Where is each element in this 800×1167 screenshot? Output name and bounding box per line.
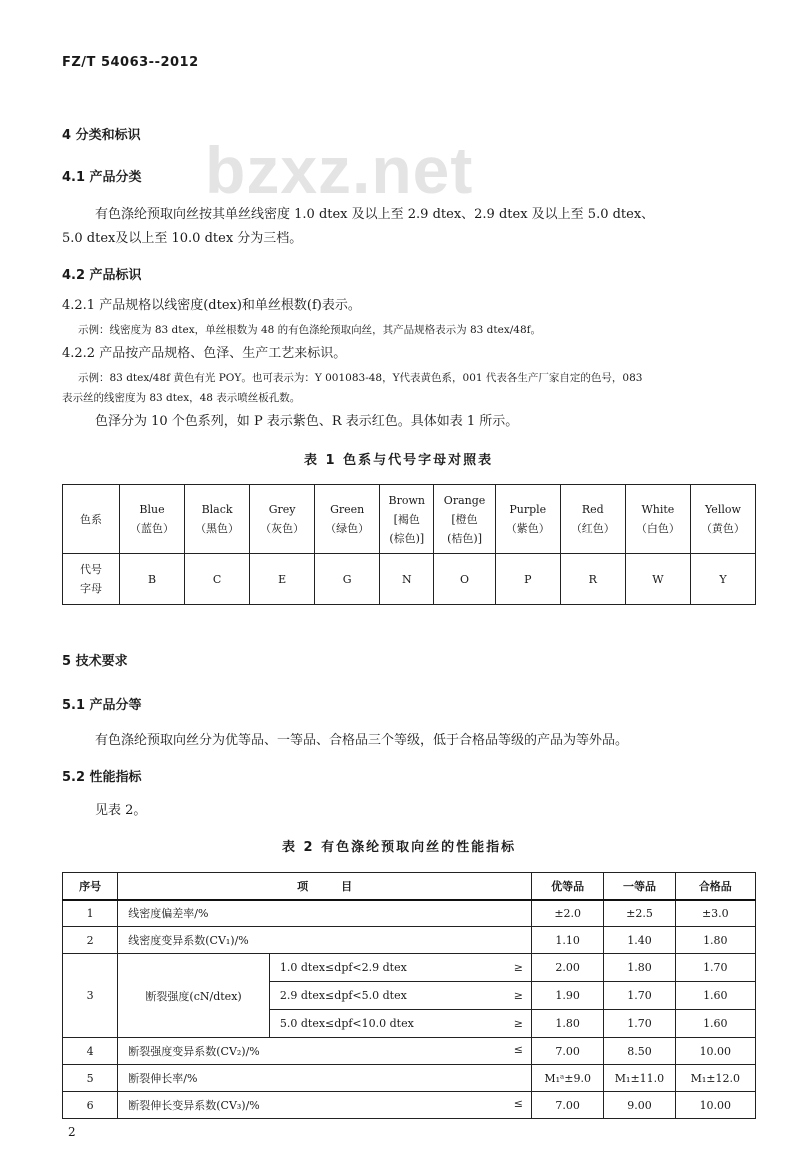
- row-first: ±2.5: [604, 900, 675, 927]
- color-column-yellow: [690, 485, 755, 554]
- comparison-sign: ≥: [513, 961, 524, 974]
- section-4-2-title: 4.2 产品标识: [62, 268, 142, 283]
- code-letter: C: [185, 554, 250, 605]
- color-column-green: [315, 485, 380, 554]
- color-en: Yellow: [705, 503, 741, 516]
- col-header-item: 项 目: [118, 873, 532, 900]
- color-cn: （紫色）: [505, 522, 550, 535]
- row-premium: 1.10: [532, 927, 604, 954]
- range-text: 1.0 dtex≤dpf<2.9 dtex: [279, 961, 407, 974]
- table-1-caption: 表 1 色系与代号字母对照表: [304, 453, 494, 468]
- row-item: 线密度偏差率/%: [118, 900, 532, 927]
- color-cn: （红色）: [570, 522, 615, 535]
- row-subrange: [269, 1010, 531, 1038]
- table-row: [63, 927, 756, 954]
- col-header-premium: 优等品: [532, 873, 604, 900]
- section-4-1-body-line1: 有色涤纶预取向丝按其单丝线密度 1.0 dtex 及以上至 2.9 dtex、2.9 dtex 及以上至 5.0 dtex、: [95, 207, 655, 222]
- row-qualified: M₁±12.0: [675, 1065, 755, 1092]
- section-4-1-title: 4.1 产品分类: [62, 170, 142, 185]
- col-header-qualified: 合格品: [675, 873, 755, 900]
- row-first: 8.50: [604, 1038, 675, 1065]
- row-first: 1.80: [604, 954, 675, 982]
- color-column-grey: [250, 485, 315, 554]
- row-premium: ±2.0: [532, 900, 604, 927]
- row-item: 断裂强度(cN/dtex): [118, 954, 270, 1038]
- row-no: 6: [63, 1092, 118, 1119]
- item-text: 断裂强度变异系数(CV₂)/%: [128, 1045, 260, 1058]
- row-item: [118, 1038, 532, 1065]
- row-qualified: 1.60: [675, 1010, 755, 1038]
- section-5-1-body: 有色涤纶预取向丝分为优等品、一等品、合格品三个等级，低于合格品等级的产品为等外品。: [95, 733, 629, 748]
- row-qualified: ±3.0: [675, 900, 755, 927]
- comparison-sign: ≤: [513, 1097, 524, 1110]
- row-qualified: 1.80: [675, 927, 755, 954]
- table-row: [63, 954, 756, 982]
- table-row: [63, 1065, 756, 1092]
- color-en: Purple: [509, 503, 547, 516]
- color-en: Orange: [443, 493, 486, 507]
- row-item: [118, 1092, 532, 1119]
- table-1-row-label-color: 色系: [63, 485, 120, 554]
- row-qualified: 1.60: [675, 982, 755, 1010]
- col-header-no: 序号: [63, 873, 118, 900]
- row-no: 1: [63, 900, 118, 927]
- color-column-red: [560, 485, 625, 554]
- table-2-caption: 表 2 有色涤纶预取向丝的性能指标: [282, 840, 517, 855]
- color-column-orange: [434, 485, 495, 554]
- row-first: 1.70: [604, 982, 675, 1010]
- code-letter: W: [625, 554, 690, 605]
- color-en: Black: [201, 503, 233, 516]
- color-cn: [橙色: [451, 512, 478, 526]
- standard-number-header: FZ/T 54063--2012: [62, 55, 199, 70]
- color-column-black: [185, 485, 250, 554]
- section-4-2-2-example-line1: 示例：83 dtex/48f 黄色有光 POY。也可表示为：Y 001083-48，Y代表黄色系，001 代表各生产厂家自定的色号，083: [78, 372, 643, 384]
- section-4-2-2-example-line2: 表示丝的线密度为 83 dtex，48 表示喷丝板孔数。: [62, 392, 301, 404]
- code-letter: N: [380, 554, 434, 605]
- color-cn: （蓝色）: [130, 522, 175, 535]
- section-5-1-title: 5.1 产品分等: [62, 698, 142, 713]
- color-cn: （灰色）: [260, 522, 305, 535]
- row-qualified: 10.00: [675, 1038, 755, 1065]
- row-premium: 1.80: [532, 1010, 604, 1038]
- row-premium: 2.00: [532, 954, 604, 982]
- section-4-1-body-line2: 5.0 dtex及以上至 10.0 dtex 分为三档。: [62, 231, 303, 246]
- row-qualified: 1.70: [675, 954, 755, 982]
- row-item: 断裂伸长率/%: [118, 1065, 532, 1092]
- range-text: 2.9 dtex≤dpf<5.0 dtex: [279, 989, 407, 1002]
- row-no: 5: [63, 1065, 118, 1092]
- section-5-2-body: 见表 2。: [95, 803, 147, 818]
- section-4-title: 4 分类和标识: [62, 128, 141, 143]
- code-letter: P: [495, 554, 560, 605]
- comparison-sign: ≥: [513, 989, 524, 1002]
- row-first: 9.00: [604, 1092, 675, 1119]
- row-subrange: [269, 982, 531, 1010]
- row-first: 1.70: [604, 1010, 675, 1038]
- code-letter: Y: [690, 554, 755, 605]
- page-number: 2: [68, 1125, 76, 1139]
- col-header-first: 一等品: [604, 873, 675, 900]
- color-cn: [褐色: [393, 512, 420, 526]
- row-premium: M₁ᵃ±9.0: [532, 1065, 604, 1092]
- code-label-line2: 字母: [80, 582, 102, 595]
- row-premium: 7.00: [532, 1092, 604, 1119]
- row-item: 线密度变异系数(CV₁)/%: [118, 927, 532, 954]
- table-row: [63, 1038, 756, 1065]
- performance-table: [62, 872, 756, 1119]
- section-5-title: 5 技术要求: [62, 654, 128, 669]
- range-text: 5.0 dtex≤dpf<10.0 dtex: [279, 1017, 414, 1030]
- color-cn-alt: (棕色)]: [389, 531, 425, 545]
- table-1-row-label-code: [63, 554, 120, 605]
- section-5-2-title: 5.2 性能指标: [62, 770, 142, 785]
- row-no: 2: [63, 927, 118, 954]
- row-premium: 7.00: [532, 1038, 604, 1065]
- row-first: 1.40: [604, 927, 675, 954]
- color-column-white: [625, 485, 690, 554]
- section-4-2-1-text: 4.2.1 产品规格以线密度(dtex)和单丝根数(f)表示。: [62, 298, 361, 313]
- row-subrange: [269, 954, 531, 982]
- color-column-brown: [380, 485, 434, 554]
- color-cn: （黄色）: [700, 522, 745, 535]
- color-en: Grey: [268, 503, 296, 516]
- row-first: M₁±11.0: [604, 1065, 675, 1092]
- code-label-line1: 代号: [80, 563, 102, 576]
- comparison-sign: ≥: [513, 1017, 524, 1030]
- code-letter: G: [315, 554, 380, 605]
- color-column-purple: [495, 485, 560, 554]
- color-cn: （绿色）: [325, 522, 370, 535]
- row-premium: 1.90: [532, 982, 604, 1010]
- row-no: 4: [63, 1038, 118, 1065]
- section-4-2-2-text: 4.2.2 产品按产品规格、色泽、生产工艺来标识。: [62, 346, 347, 361]
- table-row: [63, 900, 756, 927]
- watermark: bzxz.net: [205, 133, 474, 207]
- color-en: Green: [330, 503, 365, 516]
- section-4-2-1-example: 示例：线密度为 83 dtex，单丝根数为 48 的有色涤纶预取向丝，其产品规格表示为 83 dtex/48f。: [78, 324, 542, 336]
- row-no: 3: [63, 954, 118, 1038]
- color-en: Brown: [388, 493, 425, 507]
- comparison-sign: ≤: [513, 1043, 524, 1056]
- code-letter: R: [560, 554, 625, 605]
- color-en: Red: [581, 503, 604, 516]
- row-qualified: 10.00: [675, 1092, 755, 1119]
- color-cn: （黑色）: [195, 522, 240, 535]
- color-en: Blue: [139, 503, 165, 516]
- item-text: 断裂伸长变异系数(CV₃)/%: [128, 1099, 260, 1112]
- color-cn: （白色）: [635, 522, 680, 535]
- code-letter: O: [434, 554, 495, 605]
- color-en: White: [641, 503, 675, 516]
- code-letter: B: [120, 554, 185, 605]
- color-code-table: [62, 484, 756, 605]
- color-series-description: 色泽分为 10 个色系列，如 P 表示紫色、R 表示红色。具体如表 1 所示。: [95, 414, 519, 429]
- table-row: [63, 1092, 756, 1119]
- code-letter: E: [250, 554, 315, 605]
- color-column-blue: [120, 485, 185, 554]
- color-cn-alt: (桔色)]: [447, 531, 482, 545]
